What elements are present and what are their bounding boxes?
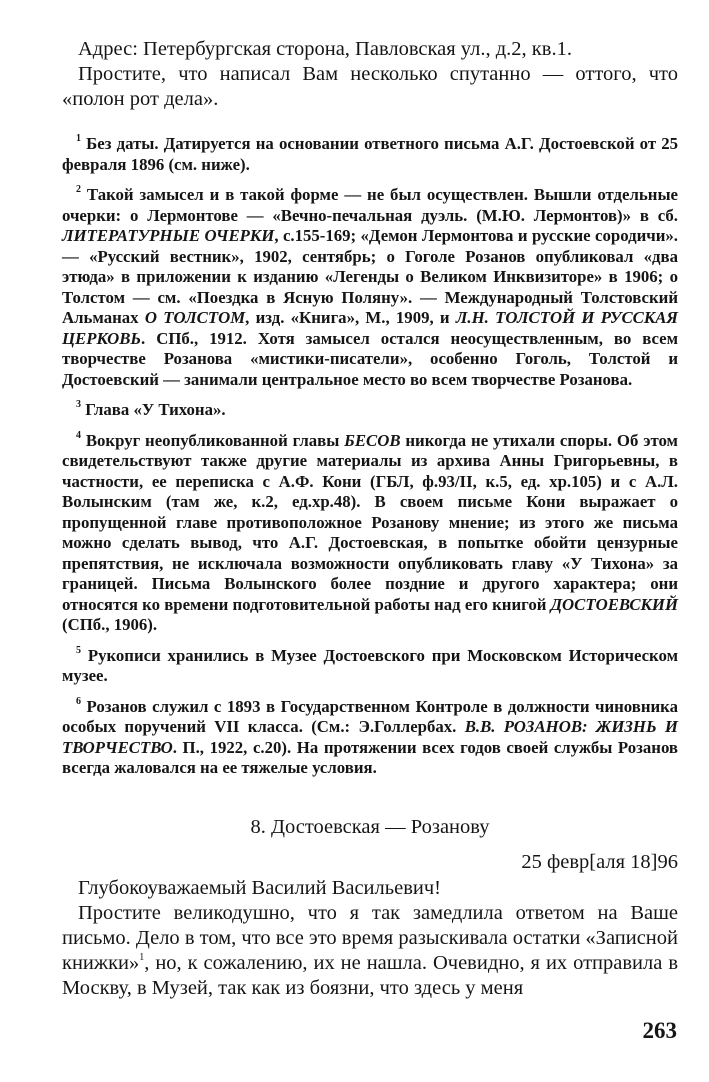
footnote-3 [62, 400, 678, 421]
page-number: 263 [642, 1018, 677, 1043]
letter-closing [62, 37, 678, 112]
footnote-text: никогда не утихали споры. Об этом свидетельствуют также другие материалы из архива Анны Григорьевны, в частности, ее переписка с А.Ф. Кони (ГБЛ, ф.93/II, к.5, ед. хр.105) и с А.Л. Волынским (там же, к.2, ед.хр.48). В своем письме Кони выражает о пропущенной главе противоположное Розанову мнение; из этого же письма можно сделать вывод, что А.Г. Достоевская, в попытке обойти цензурные препятствия, не исключала возможности опубликовать главу «У Тихона» за границей. Письма Волынского более поздние и другого характера; они относятся ко времени подготовительной работы над его книгой [62, 430, 678, 614]
salutation: Глубокоуважаемый Василий Васильевич! [78, 877, 441, 899]
footnote-mark: 1 [139, 952, 145, 964]
footnote-text: Розанов служил с 1893 в Государственном Контроле в должности чиновника особых поручений VII класса. (См.: Э.Голлербах. [62, 696, 678, 736]
footnote-6 [62, 697, 678, 779]
address-line: Адрес: Петербургская сторона, Павловская ул., д.2, кв.1. [78, 38, 572, 60]
footnote-2 [62, 185, 678, 390]
footnote-4 [62, 431, 678, 636]
book-title: О ТОЛСТОМ [144, 308, 246, 327]
footnote-mark: 2 [76, 184, 81, 196]
footnote-mark: 6 [76, 695, 81, 707]
footnote-mark: 4 [76, 429, 81, 441]
book-title: БЕСОВ [344, 430, 401, 450]
footnote-5 [62, 646, 678, 687]
footnote-text: , с.155-169; «Демон Лермонтова и русские сородичи». — «Русский вестник», 1902, сентябрь; о Гоголе Розанов опубликовал «два этюда» в приложении к изданию «Легенды о Великом Инквизиторе» в 1906; о Толстом — см. «Поездка в Ясную Поляну». — Международный Толстовский Альманах [62, 226, 678, 327]
book-title: ДОСТОЕВСКИЙ [550, 594, 679, 614]
footnote-text: Вокруг неопубликованной главы [85, 430, 345, 450]
footnote-text: (СПб., 1906). [62, 615, 158, 634]
footnote-mark: 3 [76, 399, 81, 411]
letter-body [62, 876, 678, 1001]
footnote-mark: 1 [76, 133, 81, 145]
footnote-text: Рукописи хранились в Музее Достоевского при Московском Историческом музее. [62, 645, 678, 685]
closing-apology: Простите, что написал Вам несколько спутанно — оттого, что «полон рот дела». [62, 63, 678, 110]
footnotes-section [62, 134, 678, 779]
footnote-1 [62, 134, 678, 175]
letter-heading: 8. Достоевская — Розанову [250, 816, 490, 838]
footnote-text: Такой замысел и в такой форме — не был осуществлен. Вышли отдельные очерки: о Лермонтове — «Вечно-печальная дуэль. (М.Ю. Лермонтов)» в сб. [62, 185, 678, 225]
footnote-text: . СПб., 1912. Хотя замысел остался неосуществленным, во всем творчестве Розанова «мистики-писатели», особенно Гоголь, Толстой и Достоевский — занимали центральное место во всем творчестве Розанова. [62, 328, 678, 389]
footnote-text: . П., 1922, с.20). На протяжении всех годов своей службы Розанов всегда жаловался на ее тяжелые условия. [62, 737, 678, 777]
book-title: В.В. РОЗАНОВ: ЖИЗНЬ И ТВОРЧЕСТВО [62, 717, 678, 757]
book-title: Л.Н. ТОЛСТОЙ И РУССКАЯ ЦЕРКОВЬ [62, 308, 678, 348]
footnote-text: Без даты. Датируется на основании ответного письма А.Г. Достоевской от 25 февраля 1896 (см. ниже). [62, 134, 679, 174]
footnote-text: , изд. «Книга», М., 1909, и [245, 308, 456, 327]
paragraph-text: Простите великодушно, что я так замедлила ответом на Ваше письмо. Дело в том, что все это время разыскивала остатки «Записной книжки» [62, 902, 678, 974]
footnote-text: Глава «У Тихона». [85, 400, 226, 419]
paragraph-text: , но, к сожалению, их не нашла. Очевидно, я их отправила в Москву, в Музей, так как из боязни, что здесь у меня [62, 952, 678, 999]
footnote-mark: 5 [76, 644, 81, 656]
letter-paragraph [62, 901, 678, 1001]
letter-date: 25 февр[аля 18]96 [521, 851, 678, 873]
book-title: ЛИТЕРАТУРНЫЕ ОЧЕРКИ [62, 226, 275, 245]
